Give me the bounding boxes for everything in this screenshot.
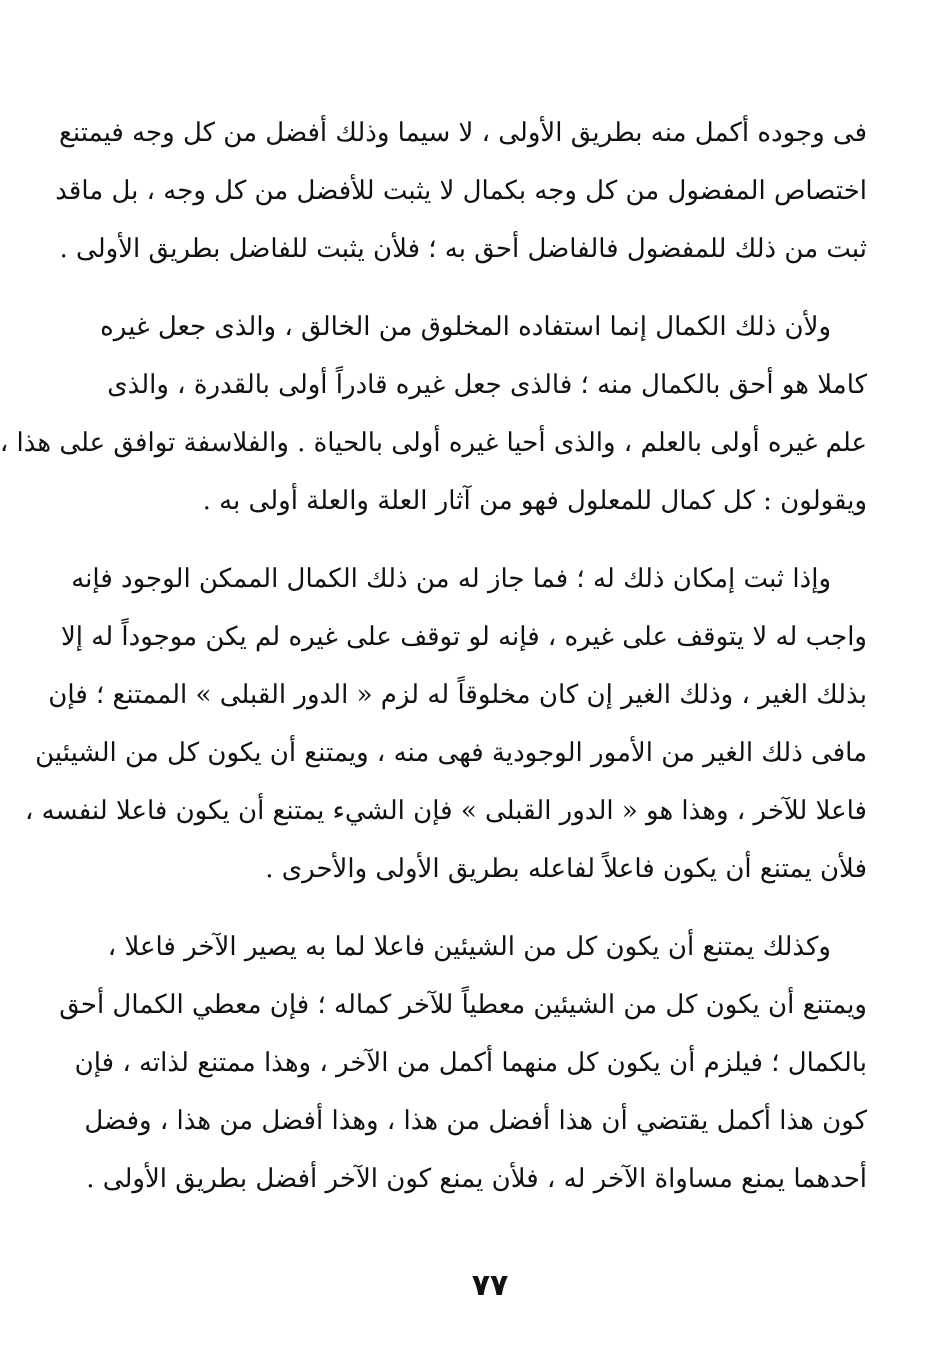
text-line: فلأن يمتنع أن يكون فاعلاً لفاعله بطريق الأولى والأحرى . bbox=[265, 854, 867, 884]
text-line: مافى ذلك الغير من الأمور الوجودية فهى منه ، ويمتنع أن يكون كل من الشيئين bbox=[35, 738, 867, 768]
text-line: ولأن ذلك الكمال إنما استفاده المخلوق من الخالق ، والذى جعل غيره bbox=[100, 312, 831, 342]
text-line: ويمتنع أن يكون كل من الشيئين معطياً للآخر كماله ؛ فإن معطي الكمال أحق bbox=[59, 990, 867, 1020]
paragraph-3 bbox=[24, 550, 867, 898]
text-line: كون هذا أكمل يقتضي أن هذا أفضل من هذا ، وهذا أفضل من هذا ، وفضل bbox=[84, 1106, 867, 1136]
page-number: ٧٧ bbox=[471, 1268, 509, 1303]
text-line: وكذلك يمتنع أن يكون كل من الشيئين فاعلا لما به يصير الآخر فاعلا ، bbox=[107, 932, 831, 962]
text-line: ثبت من ذلك للمفضول فالفاضل أحق به ؛ فلأن يثبت للفاضل بطريق الأولى . bbox=[59, 234, 867, 264]
text-line: فى وجوده أكمل منه بطريق الأولى ، لا سيما وذلك أفضل من كل وجه فيمتنع bbox=[59, 118, 867, 148]
text-line: فاعلا للآخر ، وهذا هو « الدور القبلى » فإن الشيء يمتنع أن يكون فاعلا لنفسه ، bbox=[24, 796, 867, 826]
text-line: اختصاص المفضول من كل وجه بكمال لا يثبت للأفضل من كل وجه ، بل ماقد bbox=[55, 176, 867, 206]
paragraph-4 bbox=[59, 918, 867, 1208]
text-line: بالكمال ؛ فيلزم أن يكون كل منهما أكمل من الآخر ، وهذا ممتنع لذاته ، فإن bbox=[74, 1048, 867, 1078]
text-line: واجب له لا يتوقف على غيره ، فإنه لو توقف على غيره لم يكن موجوداً له إلا bbox=[60, 622, 867, 652]
text-line: علم غيره أولى بالعلم ، والذى أحيا غيره أولى بالحياة . والفلاسفة توافق على هذا ، bbox=[0, 428, 867, 458]
paragraph-2 bbox=[0, 298, 867, 530]
paragraph-1 bbox=[55, 104, 867, 278]
text-line: وإذا ثبت إمكان ذلك له ؛ فما جاز له من ذلك الكمال الممكن الوجود فإنه bbox=[71, 564, 831, 594]
text-line: ويقولون : كل كمال للمعلول فهو من آثار العلة والعلة أولى به . bbox=[202, 486, 867, 516]
text-line: أحدهما يمنع مساواة الآخر له ، فلأن يمنع كون الآخر أفضل بطريق الأولى . bbox=[86, 1164, 867, 1194]
text-line: بذلك الغير ، وذلك الغير إن كان مخلوقاً له لزم « الدور القبلى » الممتنع ؛ فإن bbox=[48, 680, 867, 710]
text-line: كاملا هو أحق بالكمال منه ؛ فالذى جعل غيره قادراً أولى بالقدرة ، والذى bbox=[107, 370, 867, 400]
